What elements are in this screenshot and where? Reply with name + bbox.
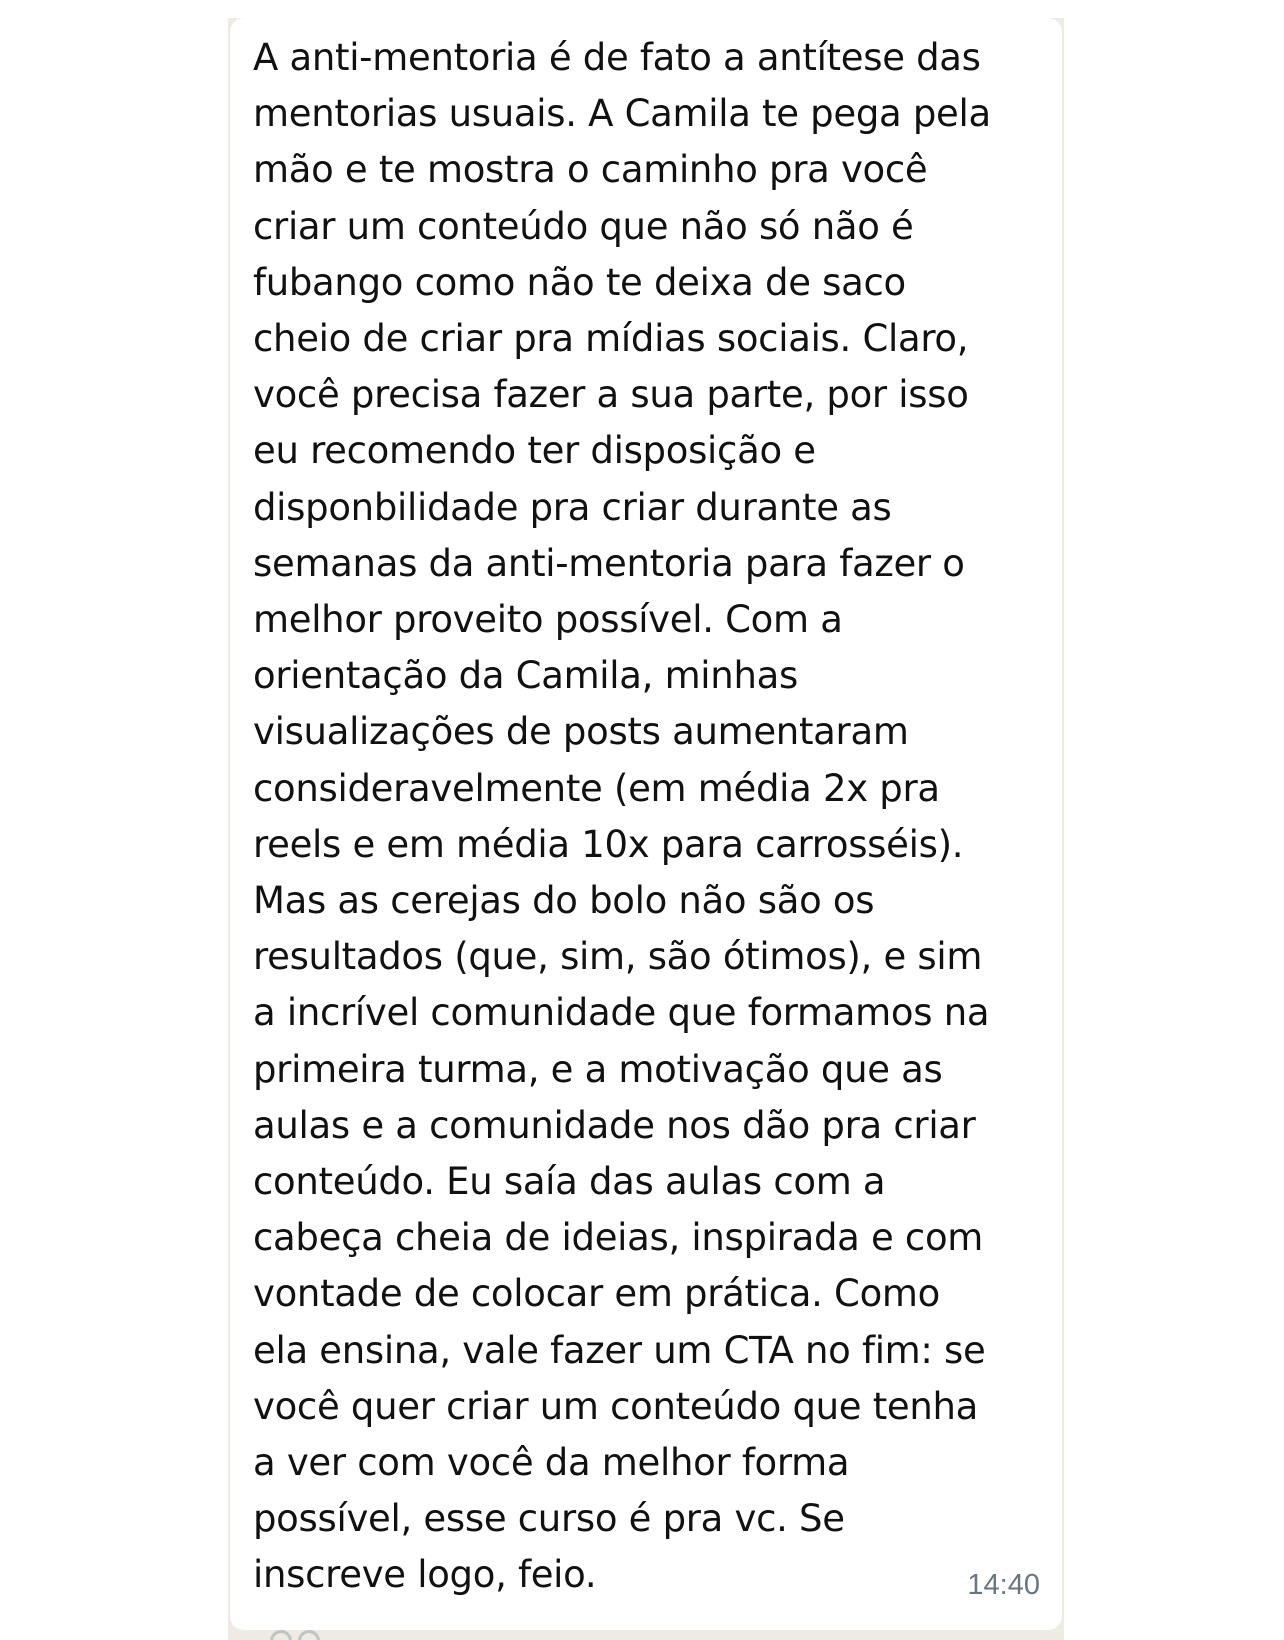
message-line: fubango como não te deixa de saco bbox=[253, 260, 906, 304]
message-line: a incrível comunidade que formamos na bbox=[253, 991, 990, 1035]
message-line: resultados (que, sim, são ótimos), e sim bbox=[253, 935, 983, 979]
reaction-icon bbox=[270, 1630, 292, 1640]
reaction-peek bbox=[270, 1628, 330, 1640]
message-line: cheio de criar pra mídias sociais. Claro, bbox=[253, 317, 969, 361]
message-line: A anti-mentoria é de fato a antítese das bbox=[253, 36, 981, 79]
message-line: melhor proveito possível. Com a bbox=[253, 598, 843, 642]
message-line: reels e em média 10x para carrosséis). bbox=[253, 822, 964, 866]
message-line: a ver com você da melhor forma bbox=[253, 1441, 850, 1485]
message-line: cabeça cheia de ideias, inspirada e com bbox=[253, 1216, 984, 1260]
message-line: possível, esse curso é pra vc. Se bbox=[253, 1497, 845, 1541]
message-line: mão e te mostra o caminho pra você bbox=[253, 148, 928, 192]
message-line: eu recomendo ter disposição e bbox=[253, 429, 816, 473]
message-line: Mas as cerejas do bolo não são os bbox=[253, 879, 875, 923]
message-line: aulas e a comunidade nos dão pra criar bbox=[253, 1103, 976, 1147]
message-line: visualizações de posts aumentaram bbox=[253, 710, 909, 754]
message-line: semanas da anti-mentoria para fazer o bbox=[253, 541, 965, 585]
message-text bbox=[253, 30, 1053, 1604]
message-line: criar um conteúdo que não só não é bbox=[253, 204, 914, 248]
message-line: inscreve logo, feio. bbox=[253, 1553, 597, 1597]
message-line: disponbilidade pra criar durante as bbox=[253, 485, 892, 529]
message-line: vontade de colocar em prática. Como bbox=[253, 1272, 940, 1316]
message-line: você precisa fazer a sua parte, por isso bbox=[253, 373, 969, 417]
message-line: ela ensina, vale fazer um CTA no fim: se bbox=[253, 1328, 986, 1372]
message-timestamp: 14:40 bbox=[967, 1569, 1040, 1601]
message-line: conteúdo. Eu saía das aulas com a bbox=[253, 1160, 886, 1204]
reaction-icon bbox=[298, 1630, 320, 1640]
message-line: consideravelmente (em média 2x pra bbox=[253, 766, 940, 810]
message-line: você quer criar um conteúdo que tenha bbox=[253, 1384, 979, 1428]
message-line: mentorias usuais. A Camila te pega pela bbox=[253, 92, 991, 136]
message-bubble[interactable] bbox=[230, 18, 1062, 1630]
message-line: orientação da Camila, minhas bbox=[253, 654, 798, 698]
message-line: primeira turma, e a motivação que as bbox=[253, 1047, 943, 1091]
